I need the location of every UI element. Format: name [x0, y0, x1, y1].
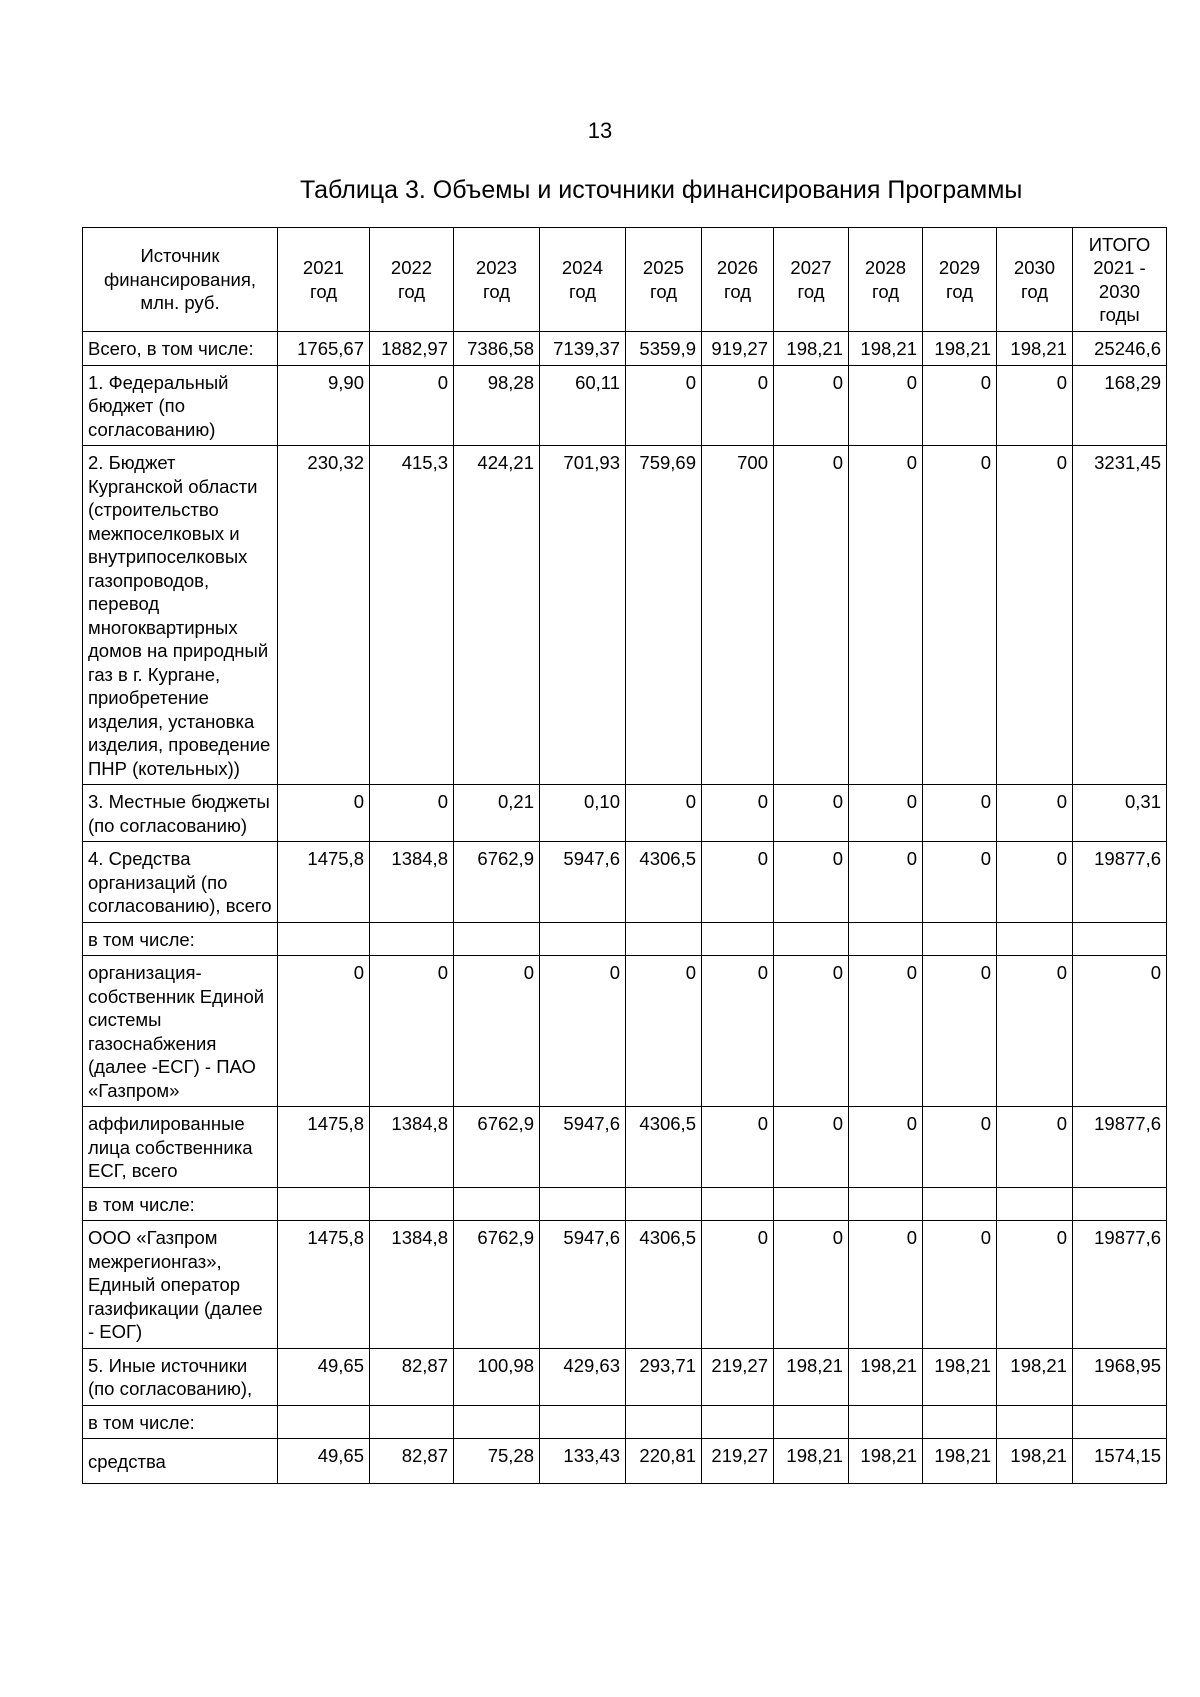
row-year-value [997, 922, 1073, 956]
header-year-number: 2026 [716, 257, 759, 278]
row-total-value [1073, 1405, 1167, 1439]
header-year-number: 2021 [302, 257, 345, 278]
row-year-value: 6762,9 [454, 1107, 540, 1188]
header-year-2025 [626, 228, 702, 332]
row-year-value [849, 1405, 923, 1439]
row-year-value: 0 [997, 956, 1073, 1107]
row-year-value: 0 [997, 1221, 1073, 1349]
row-year-value: 6762,9 [454, 842, 540, 923]
table-row [83, 785, 1167, 842]
header-year-number: 2024 [561, 257, 604, 278]
row-year-value [923, 922, 997, 956]
header-year-2028 [849, 228, 923, 332]
row-year-value: 919,27 [702, 332, 774, 366]
row-source-label: 5. Иные источники (по согласованию), [83, 1348, 278, 1405]
row-year-value: 198,21 [774, 1348, 849, 1405]
row-source-label: в том числе: [83, 922, 278, 956]
row-year-value: 1765,67 [278, 332, 370, 366]
row-year-value: 133,43 [540, 1439, 626, 1484]
header-source-line: Источник [140, 245, 220, 267]
table-row [83, 332, 1167, 366]
row-year-value [774, 922, 849, 956]
row-year-value: 5947,6 [540, 1221, 626, 1349]
row-year-value [626, 922, 702, 956]
row-year-value: 198,21 [774, 332, 849, 366]
table-row [83, 1405, 1167, 1439]
row-year-value: 0 [540, 956, 626, 1107]
row-year-value [997, 1187, 1073, 1221]
header-year-unit: год [649, 280, 678, 302]
row-year-value: 759,69 [626, 446, 702, 785]
row-year-value: 198,21 [774, 1439, 849, 1484]
row-year-value: 0 [702, 1107, 774, 1188]
row-year-value [278, 1405, 370, 1439]
row-year-value: 0 [370, 956, 454, 1107]
header-source-line: млн. руб. [140, 292, 220, 314]
row-year-value: 198,21 [923, 1348, 997, 1405]
row-source-label: Всего, в том числе: [83, 332, 278, 366]
row-source-label: в том числе: [83, 1405, 278, 1439]
table-row [83, 1187, 1167, 1221]
row-year-value [626, 1187, 702, 1221]
header-year-unit: год [945, 280, 974, 302]
table-row [83, 446, 1167, 785]
row-year-value: 0 [626, 785, 702, 842]
row-source-label: 1. Федеральный бюджет (по согласованию) [83, 365, 278, 446]
row-year-value: 0 [454, 956, 540, 1107]
row-year-value: 0 [923, 785, 997, 842]
row-total-value: 19877,6 [1073, 842, 1167, 923]
row-year-value: 75,28 [454, 1439, 540, 1484]
row-total-value: 0,31 [1073, 785, 1167, 842]
row-year-value [702, 1187, 774, 1221]
row-year-value: 0 [774, 842, 849, 923]
row-year-value: 198,21 [849, 1348, 923, 1405]
row-year-value [849, 922, 923, 956]
row-year-value: 98,28 [454, 365, 540, 446]
row-year-value: 198,21 [997, 1348, 1073, 1405]
row-year-value: 0 [626, 956, 702, 1107]
row-year-value [774, 1405, 849, 1439]
row-year-value: 1475,8 [278, 842, 370, 923]
header-year-unit: год [871, 280, 900, 302]
row-total-value: 3231,45 [1073, 446, 1167, 785]
table-row [83, 365, 1167, 446]
header-total-line: 2021 - [1093, 257, 1146, 278]
row-year-value: 219,27 [702, 1439, 774, 1484]
row-year-value: 0 [849, 956, 923, 1107]
row-year-value: 7139,37 [540, 332, 626, 366]
header-year-2022 [370, 228, 454, 332]
row-year-value: 0 [997, 446, 1073, 785]
table-caption: Таблица 3. Объемы и источники финансирования Программы [300, 176, 1023, 204]
page-number: 13 [587, 118, 613, 143]
row-year-value [454, 1187, 540, 1221]
row-year-value: 700 [702, 446, 774, 785]
row-source-label: в том числе: [83, 1187, 278, 1221]
row-year-value: 230,32 [278, 446, 370, 785]
row-year-value [702, 1405, 774, 1439]
row-year-value: 82,87 [370, 1439, 454, 1484]
row-year-value: 0 [997, 365, 1073, 446]
row-year-value: 60,11 [540, 365, 626, 446]
row-year-value: 1882,97 [370, 332, 454, 366]
row-year-value: 1384,8 [370, 1107, 454, 1188]
row-year-value: 198,21 [923, 1439, 997, 1484]
row-year-value [774, 1187, 849, 1221]
header-year-2027 [774, 228, 849, 332]
row-year-value: 0 [997, 1107, 1073, 1188]
row-year-value: 5359,9 [626, 332, 702, 366]
row-year-value: 198,21 [997, 332, 1073, 366]
row-year-value: 0 [849, 785, 923, 842]
header-total-line: ИТОГО [1088, 233, 1151, 255]
row-year-value: 198,21 [997, 1439, 1073, 1484]
row-total-value [1073, 1187, 1167, 1221]
row-source-label: организация-собственник Единой системы газоснабжения (далее -ЕСГ) - ПАО «Газпром» [83, 956, 278, 1107]
row-year-value: 0 [923, 365, 997, 446]
row-year-value [849, 1187, 923, 1221]
row-total-value: 168,29 [1073, 365, 1167, 446]
row-year-value: 0 [774, 365, 849, 446]
table-row [83, 842, 1167, 923]
row-year-value [278, 1187, 370, 1221]
row-total-value [1073, 922, 1167, 956]
row-year-value: 49,65 [278, 1348, 370, 1405]
row-year-value: 0 [923, 1107, 997, 1188]
row-year-value: 0,21 [454, 785, 540, 842]
row-year-value: 198,21 [923, 332, 997, 366]
row-year-value: 0 [849, 842, 923, 923]
row-year-value: 415,3 [370, 446, 454, 785]
row-year-value [997, 1405, 1073, 1439]
row-year-value [278, 922, 370, 956]
row-year-value: 5947,6 [540, 1107, 626, 1188]
header-year-unit: год [482, 280, 511, 302]
header-total [1073, 228, 1167, 332]
row-year-value: 1475,8 [278, 1221, 370, 1349]
row-source-label: ООО «Газпром межрегионгаз», Единый оператор газификации (далее - ЕОГ) [83, 1221, 278, 1349]
header-year-unit: год [397, 280, 426, 302]
row-year-value: 1384,8 [370, 842, 454, 923]
row-year-value: 0 [278, 785, 370, 842]
row-year-value: 220,81 [626, 1439, 702, 1484]
header-year-unit: год [1020, 280, 1049, 302]
row-year-value: 219,27 [702, 1348, 774, 1405]
row-year-value: 0 [370, 365, 454, 446]
row-total-value: 0 [1073, 956, 1167, 1107]
row-year-value [540, 1405, 626, 1439]
row-total-value: 1574,15 [1073, 1439, 1167, 1484]
row-year-value: 0 [849, 365, 923, 446]
row-source-label: 3. Местные бюджеты (по согласованию) [83, 785, 278, 842]
row-year-value: 0 [702, 842, 774, 923]
row-year-value [702, 922, 774, 956]
row-year-value: 0 [849, 1107, 923, 1188]
header-year-2030 [997, 228, 1073, 332]
header-source [83, 228, 278, 332]
row-year-value: 424,21 [454, 446, 540, 785]
row-year-value: 429,63 [540, 1348, 626, 1405]
row-year-value: 49,65 [278, 1439, 370, 1484]
header-year-unit: год [797, 280, 825, 302]
row-year-value: 0 [923, 446, 997, 785]
row-year-value [370, 922, 454, 956]
row-year-value: 0 [997, 785, 1073, 842]
header-year-number: 2023 [475, 257, 518, 278]
header-year-number: 2028 [864, 257, 907, 278]
row-total-value: 19877,6 [1073, 1107, 1167, 1188]
row-year-value: 198,21 [849, 332, 923, 366]
table-row [83, 956, 1167, 1107]
row-year-value: 9,90 [278, 365, 370, 446]
row-year-value: 0 [923, 842, 997, 923]
row-year-value: 7386,58 [454, 332, 540, 366]
header-year-unit: год [568, 280, 597, 302]
header-total-line: 2030 [1098, 280, 1141, 302]
header-year-number: 2022 [390, 257, 433, 278]
header-year-2024 [540, 228, 626, 332]
header-year-2021 [278, 228, 370, 332]
row-year-value: 4306,5 [626, 842, 702, 923]
row-year-value: 0 [923, 956, 997, 1107]
row-year-value: 0 [774, 785, 849, 842]
table-row [83, 1348, 1167, 1405]
row-source-label: средства [83, 1439, 278, 1484]
row-year-value: 1384,8 [370, 1221, 454, 1349]
row-year-value [454, 922, 540, 956]
header-source-line: финансирования, [103, 268, 257, 290]
row-year-value: 0 [849, 1221, 923, 1349]
table-row [83, 922, 1167, 956]
row-source-label: 4. Средства организаций (по согласованию), всего [83, 842, 278, 923]
financing-table [82, 227, 1167, 1484]
header-year-number: 2029 [938, 257, 981, 278]
header-year-number: 2030 [1013, 257, 1056, 278]
row-year-value [923, 1187, 997, 1221]
row-year-value [923, 1405, 997, 1439]
row-total-value: 19877,6 [1073, 1221, 1167, 1349]
row-year-value: 0,10 [540, 785, 626, 842]
header-year-number: 2027 [790, 257, 832, 278]
row-year-value [540, 922, 626, 956]
row-year-value: 0 [774, 1221, 849, 1349]
row-year-value: 0 [774, 956, 849, 1107]
row-year-value: 0 [702, 956, 774, 1107]
row-year-value [454, 1405, 540, 1439]
table-row [83, 1439, 1167, 1484]
header-year-2029 [923, 228, 997, 332]
row-year-value: 0 [774, 1107, 849, 1188]
table-row [83, 1107, 1167, 1188]
header-year-unit: год [309, 280, 338, 302]
row-year-value: 0 [370, 785, 454, 842]
row-source-label: 2. Бюджет Курганской области (строительство межпоселковых и внутрипоселковых газопроводов, перевод многоквартирных домов на природный газ в г. Кургане, приобретение изделия, установка изделия, проведение ПНР (котельных)) [83, 446, 278, 785]
row-year-value: 4306,5 [626, 1107, 702, 1188]
row-year-value: 0 [774, 446, 849, 785]
row-year-value: 0 [702, 365, 774, 446]
row-year-value: 701,93 [540, 446, 626, 785]
row-year-value: 0 [278, 956, 370, 1107]
row-year-value: 0 [923, 1221, 997, 1349]
header-total-line: годы [1099, 304, 1140, 325]
header-year-unit: год [723, 280, 752, 302]
table-header-row [83, 228, 1167, 332]
row-year-value: 0 [626, 365, 702, 446]
header-year-number: 2025 [642, 257, 685, 278]
row-year-value: 0 [702, 785, 774, 842]
row-year-value [626, 1405, 702, 1439]
row-year-value: 1475,8 [278, 1107, 370, 1188]
row-year-value: 198,21 [849, 1439, 923, 1484]
row-year-value: 82,87 [370, 1348, 454, 1405]
row-year-value [370, 1405, 454, 1439]
row-year-value [370, 1187, 454, 1221]
row-year-value: 0 [849, 446, 923, 785]
row-year-value: 4306,5 [626, 1221, 702, 1349]
header-year-2023 [454, 228, 540, 332]
row-total-value: 1968,95 [1073, 1348, 1167, 1405]
row-year-value [540, 1187, 626, 1221]
row-year-value: 100,98 [454, 1348, 540, 1405]
row-total-value: 25246,6 [1073, 332, 1167, 366]
row-year-value: 0 [997, 842, 1073, 923]
row-year-value: 293,71 [626, 1348, 702, 1405]
table-row [83, 1221, 1167, 1349]
row-year-value: 6762,9 [454, 1221, 540, 1349]
header-year-2026 [702, 228, 774, 332]
row-source-label: аффилированные лица собственника ЕСГ, всего [83, 1107, 278, 1188]
row-year-value: 5947,6 [540, 842, 626, 923]
row-year-value: 0 [702, 1221, 774, 1349]
